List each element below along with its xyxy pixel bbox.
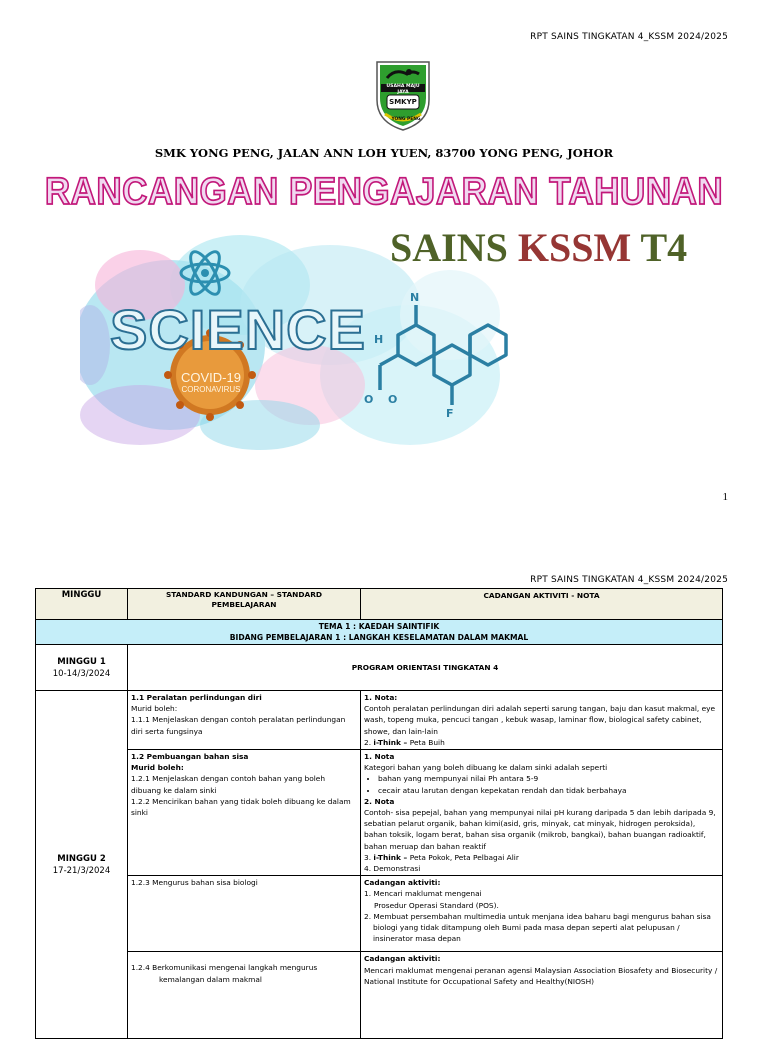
act-1-2-bullets bbox=[364, 773, 719, 795]
table-header-row bbox=[36, 589, 723, 620]
science-cover-illustration bbox=[80, 225, 510, 455]
cover-virus-label-2: CORONAVIRUS bbox=[181, 385, 241, 394]
act-1-1 bbox=[361, 691, 723, 750]
act-1-2-nota1: 1. Nota bbox=[364, 752, 395, 762]
act-1-2-ithink bbox=[364, 852, 719, 863]
running-header-page-2: RPT SAINS TINGKATAN 4_KSSM 2024/2025 bbox=[530, 575, 728, 585]
cover-science-word: SCIENCE bbox=[110, 298, 366, 361]
act-1-2-demo: 4. Demonstrasi bbox=[364, 864, 421, 874]
act-1-1-ithink-label: i-Think – bbox=[373, 737, 410, 747]
theme-row bbox=[36, 620, 723, 645]
week1-dates: 10-14/3/2024 bbox=[52, 668, 111, 679]
act-1-1-text: Contoh peralatan perlindungan diri adalah seperti sarung tangan, baju dan kasut makmal, eye wash, topeng muka, pencuci tangan , kebuk wasap, laminar flow, biological safety cabinet, showe, dan lain-lain bbox=[364, 704, 716, 736]
list-item: • cecair atau larutan dengan kepekatan rendah dan tidak berbahaya bbox=[378, 785, 719, 796]
sk-1-2-3: 1.2.3 Mengurus bahan sisa biologi bbox=[128, 876, 361, 952]
subject-word-kssm: KSSM bbox=[517, 225, 632, 270]
subject-word-t4: T4 bbox=[640, 225, 688, 270]
act-1-2-ithink-map: Peta Pokok, Peta Pelbagai Alir bbox=[409, 852, 519, 862]
svg-text:F: F bbox=[446, 407, 454, 420]
act-1-2-text2: Contoh- sisa pepejal, bahan yang mempunyai nilai pH kurang daripada 5 dan lebih daripada 9, sebatian pelarut organik, bahan kimi(asid, gris, minyak, cat minyak, hidrogen peroksida), bahan toksik, logam berat, bahan sisa organik (mikrob, bangkai), bahan buangan radioaktif, bahan meruap dan bahan reaktif bbox=[364, 808, 716, 851]
sk-1-2-murid: Murid boleh: bbox=[131, 763, 184, 773]
svg-text:O: O bbox=[388, 393, 398, 406]
act-1-2-nota2: 2. Nota bbox=[364, 796, 395, 806]
act-1-2 bbox=[361, 750, 723, 876]
sk-1-2 bbox=[128, 750, 361, 876]
act-1-2-3 bbox=[361, 876, 723, 952]
week2-cell bbox=[36, 691, 128, 1039]
week2-dates: 17-21/3/2024 bbox=[52, 865, 111, 876]
learning-area-title: BIDANG PEMBELAJARAN 1 : LANGKAH KESELAMATAN DALAM MAKMAL bbox=[229, 633, 529, 642]
act-1-2-3-item2: 2. Membuat persembahan multimedia untuk menjana idea baharu bagi mengurus bahan sisa biologi yang tidak ditampung oleh Bumi pada masa depan seperti alat pelupusan / insinerator masa depan bbox=[364, 911, 711, 944]
sk-1-2-4 bbox=[128, 952, 361, 1039]
act-1-2-ithink-num: 3. bbox=[364, 852, 374, 862]
lesson-plan-table bbox=[35, 588, 723, 1039]
svg-text:H: H bbox=[374, 333, 384, 346]
cover-virus-label bbox=[172, 371, 250, 395]
act-1-2-3-item1: 1. Mencari maklumat mengenai bbox=[364, 889, 482, 899]
act-1-2-ithink-label: i-Think – bbox=[373, 852, 410, 862]
week1-activity: PROGRAM ORIENTASI TINGKATAN 4 bbox=[128, 645, 723, 691]
list-item: • bahan yang mempunyai nilai Ph antara 5-9 bbox=[378, 773, 719, 784]
logo-place: YONG PENG bbox=[391, 117, 421, 122]
sk-1-1 bbox=[128, 691, 361, 750]
subject-word-sains: SAINS bbox=[390, 225, 508, 270]
sk-1-1-1: 1.1.1 Menjelaskan dengan contoh peralatan perlindungan diri serta fungsinya bbox=[131, 715, 346, 736]
table-row-week1 bbox=[36, 645, 723, 691]
act-1-2-4-text: Mencari maklumat mengenai peranan agensi Malaysian Association Biosafety and Biosecurity / National Institute for Occupational Safety and Healthy(NIOSH) bbox=[364, 965, 718, 986]
act-1-1-nota: 1. Nota: bbox=[364, 693, 398, 702]
cover-virus-label-1: COVID-19 bbox=[181, 370, 241, 385]
sk-1-2-1: 1.2.1 Menjelaskan dengan contoh bahan yang boleh dibuang ke dalam sinki bbox=[131, 774, 325, 795]
theme-title: TEMA 1 : KAEDAH SAINTIFIK bbox=[318, 622, 440, 631]
school-address: SMK YONG PENG, JALAN ANN LOH YUEN, 83700 YONG PENG, JOHOR bbox=[154, 146, 614, 160]
act-1-2-4 bbox=[361, 952, 723, 1039]
act-1-1-ithink bbox=[364, 737, 719, 748]
theme-cell bbox=[36, 620, 723, 645]
act-1-2-intro: Kategori bahan yang boleh dibuang ke dalam sinki adalah seperti bbox=[364, 763, 608, 773]
logo-motto: USAHA MAJU JAYA bbox=[386, 84, 420, 95]
svg-text:O: O bbox=[364, 393, 374, 406]
act-1-1-ithink-num: 2. bbox=[364, 737, 374, 747]
week2-label: MINGGU 2 bbox=[57, 853, 106, 864]
act-1-1-ithink-map: Peta Buih bbox=[409, 737, 445, 747]
header-standard: STANDARD KANDUNGAN – STANDARD PEMBELAJARAN bbox=[128, 589, 361, 620]
header-cadangan: CADANGAN AKTIVITI - NOTA bbox=[361, 589, 723, 620]
header-minggu: MINGGU bbox=[36, 589, 128, 620]
sk-1-2-2: 1.2.2 Mencirikan bahan yang tidak boleh dibuang ke dalam sinki bbox=[131, 796, 351, 818]
act-1-2-3-title: Cadangan aktiviti: bbox=[364, 878, 441, 888]
page-number: 1 bbox=[722, 491, 728, 503]
svg-text:N: N bbox=[410, 291, 420, 304]
table-row-1-2-3 bbox=[36, 876, 723, 952]
table-row-1-2 bbox=[36, 750, 723, 876]
sk-1-2-title: 1.2 Pembuangan bahan sisa bbox=[131, 752, 249, 762]
running-header: RPT SAINS TINGKATAN 4_KSSM 2024/2025 bbox=[530, 32, 728, 42]
act-1-2-4-title: Cadangan aktiviti: bbox=[364, 954, 441, 964]
week1-cell bbox=[36, 645, 128, 691]
document-title: RANCANGAN PENGAJARAN TAHUNAN bbox=[44, 170, 724, 213]
sk-1-1-title: 1.1 Peralatan perlindungan diri bbox=[131, 693, 262, 702]
logo-abbreviation: SMKYP bbox=[389, 98, 417, 106]
sk-1-2-4-text: 1.2.4 Berkomunikasi mengenai langkah mengurus kemalangan dalam makmal bbox=[131, 963, 318, 984]
table-row-1-2-4 bbox=[36, 952, 723, 1039]
sk-1-1-murid: Murid boleh: bbox=[131, 704, 178, 714]
act-1-2-3-item1b: Prosedur Operasi Standard (POS). bbox=[374, 900, 499, 910]
week1-label: MINGGU 1 bbox=[57, 656, 106, 667]
table-row-1-1 bbox=[36, 691, 723, 750]
